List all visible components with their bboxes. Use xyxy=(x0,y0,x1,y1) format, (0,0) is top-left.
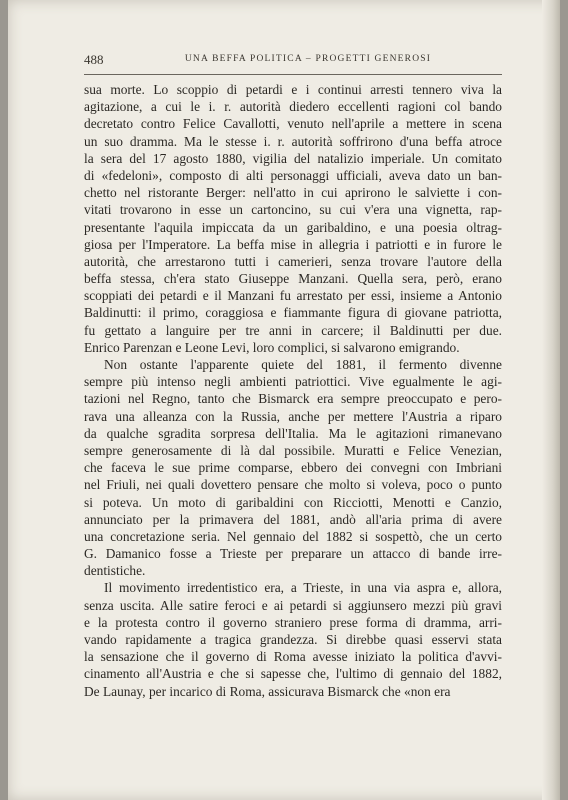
text-line: annunciato per la primavera del 1881, andò all'aria prima di avere xyxy=(84,511,502,527)
header-rule xyxy=(84,74,502,75)
page-header xyxy=(84,52,502,72)
text-line: decretato contro Felice Cavallotti, venuto nell'aprile a mettere in scena xyxy=(84,116,502,132)
text-line: la sensazione che il governo di Roma avesse iniziato la politica d'avvi- xyxy=(84,649,502,665)
text-line: beffa stessa, ch'era stato Giuseppe Manzani. Quella sera, però, erano xyxy=(84,271,502,287)
text-line: vitati trovarono in esse un cartoncino, su cui v'era una vignetta, rap- xyxy=(84,202,502,218)
text-line: Il movimento irredentistico era, a Trieste, in una via aspra e, allora, xyxy=(104,580,502,596)
text-line: tazioni nel Regno, tanto che Bismarck era sempre preoccupato e pero- xyxy=(84,391,502,407)
body-text xyxy=(84,81,502,700)
paragraph xyxy=(84,356,502,579)
text-line: di «fedeloni», composto di alti personaggi ufficiali, aveva dato un ban- xyxy=(84,167,502,183)
text-line: cinamento all'Austria e che si sapesse che, l'ultimo di gennaio del 1882, xyxy=(84,666,502,682)
text-line: giosa per l'Imperatore. La beffa mise in allegria i patriotti e in furore le xyxy=(84,236,502,252)
text-line: si poteva. Un moto di garibaldini con Ricciotti, Menotti e Canzio, xyxy=(84,494,502,510)
text-line: Baldinutti: il primo, coraggiosa e fiammante figura di giovane patriotta, xyxy=(84,305,502,321)
text-line: nel Friuli, nei quali dovettero pensare che molto si voleva, poco o punto xyxy=(84,477,502,493)
paragraph xyxy=(84,81,502,356)
text-line: la sera del 17 agosto 1880, vigilia del natalizio imperiale. Un comitato xyxy=(84,150,502,166)
text-line: fu gettato a languire per tre anni in carcere; il Baldinutti per due. xyxy=(84,322,502,338)
running-head: UNA BEFFA POLITICA – PROGETTI GENEROSI xyxy=(184,54,432,64)
page-spine-shadow xyxy=(542,0,560,800)
text-line: vando rapidamente a tragica grandezza. Si direbbe quasi esservi stata xyxy=(84,632,502,647)
text-line: che faceva le sue prime comparse, ebbero dei convegni con Imbriani xyxy=(84,460,502,476)
text-line: senza uscita. Alle satire feroci e ai petardi si aggiunsero mezzi più gravi xyxy=(84,597,502,613)
text-line: agitazione, a cui le i. r. autorità diedero eccellenti ragioni col bando xyxy=(84,99,502,115)
text-line: scoppiati dei petardi e il Manzani fu arrestato per essi, insieme a Antonio xyxy=(84,288,502,304)
text-line: un suo dramma. Ma le stesse i. r. autorità soffrirono d'una beffa atroce xyxy=(84,133,502,149)
text-line: sempre generosamente di là dal possibile. Muratti e Felice Venezian, xyxy=(84,442,502,458)
paragraph xyxy=(84,579,502,699)
text-line: e la protesta contro il governo straniero prese forma di dramma, arri- xyxy=(84,614,502,630)
text-line: G. Damanico fosse a Trieste per preparare un attacco di bande irre- xyxy=(84,546,502,562)
text-line: dentistiche. xyxy=(84,563,146,579)
text-line: autorità, che arrestarono tutti i camerieri, senza trovare l'autore della xyxy=(84,253,502,269)
text-line: rava una alleanza con la Russia, anche per mettere l'Austria a riparo xyxy=(84,408,502,424)
text-line: sempre più intenso negli ambienti patriottici. Vive egualmente le agi- xyxy=(84,374,502,390)
text-line: sua morte. Lo scoppio di petardi e i continui arresti tennero viva la xyxy=(84,82,502,97)
text-line: De Launay, per incarico di Roma, assicurava Bismarck che «non era xyxy=(84,683,451,699)
text-line: chetto nel ristorante Berger: nell'atto in cui aprirono le salviette i con- xyxy=(84,185,502,201)
text-line: Non ostante l'apparente quiete del 1881, il fermento divenne xyxy=(104,357,502,372)
text-line: da qualche sgradita sorpresa dell'Italia. Ma le agitazioni rimanevano xyxy=(84,425,502,441)
text-line: presentante l'aquila impiccata da un garibaldino, e una poesia oltrag- xyxy=(84,219,502,235)
text-line: una concretazione seria. Nel gennaio del 1882 si sospettò, che un certo xyxy=(84,528,502,544)
text-line: Enrico Parenzan e Leone Levi, loro complici, si salvarono emigrando. xyxy=(84,339,460,355)
page-number: 488 xyxy=(84,52,104,67)
